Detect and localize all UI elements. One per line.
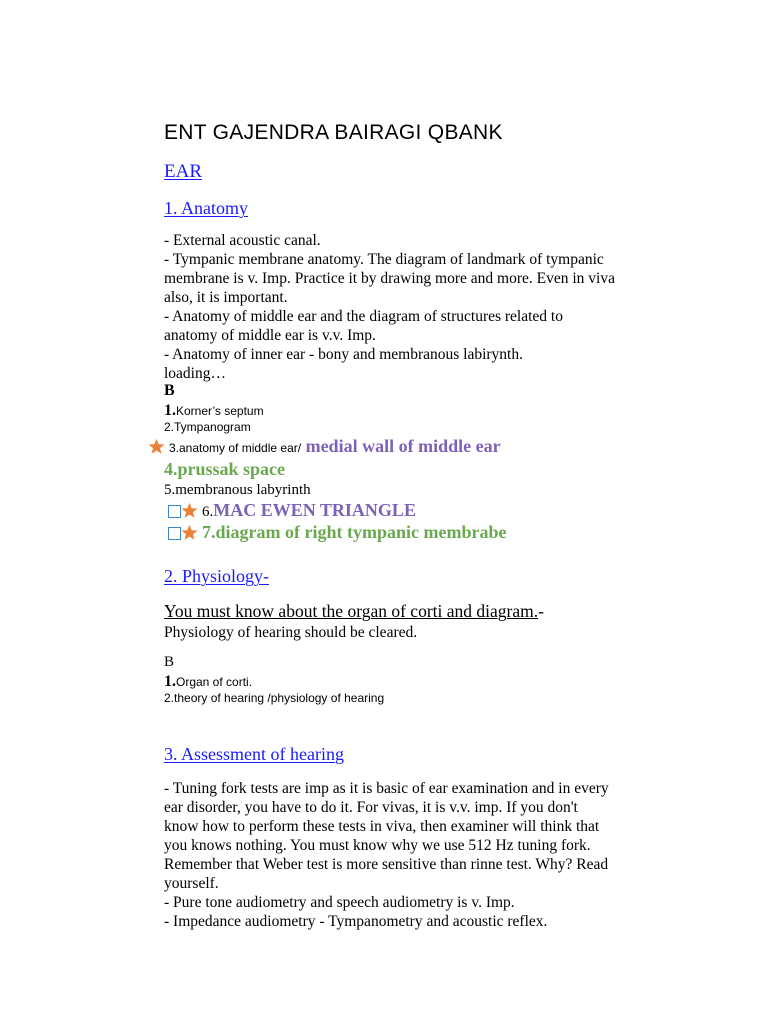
star-icon <box>181 524 198 541</box>
loading-text: loading… <box>164 365 226 382</box>
document-title: ENT GAJENDRA BAIRAGI QBANK <box>164 121 503 144</box>
assessment-line-2: ear disorder, you have to do it. For vivas, it is v.v. imp. If you don't <box>164 799 578 816</box>
anatomy-line-3: membrane is v. Imp. Practice it by drawing more and more. Even in viva <box>164 270 615 287</box>
physiology-item-2: 2.theory of hearing /physiology of hearing <box>164 691 385 705</box>
checkbox-icon <box>168 527 181 540</box>
assessment-line-5: Remember that Weber test is more sensitive than rinne test. Why? Read <box>164 856 609 873</box>
assessment-heading-link[interactable]: 3. Assessment of hearing <box>164 744 344 764</box>
item-text: Korner’s septum <box>176 404 264 418</box>
star-icon <box>148 438 165 455</box>
anatomy-line-1: - External acoustic canal. <box>164 232 321 249</box>
item-number: 6. <box>202 504 214 520</box>
anatomy-item-3 <box>148 436 501 457</box>
star-icon <box>181 502 198 519</box>
anatomy-line-6: anatomy of middle ear is v.v. Imp. <box>164 327 376 344</box>
anatomy-heading-link[interactable]: 1. Anatomy <box>164 198 248 218</box>
anatomy-item-2: 2.Tympanogram <box>164 420 251 434</box>
item-emphasis: medial wall of middle ear <box>301 436 501 456</box>
item-number: 1. <box>164 402 176 419</box>
anatomy-item-4: 4.prussak space <box>164 459 286 479</box>
anatomy-item-7 <box>168 522 506 543</box>
item-text: 3.anatomy of middle ear/ <box>169 441 302 455</box>
physiology-line-2: Physiology of hearing should be cleared. <box>164 624 418 641</box>
assessment-line-3: know how to perform these tests in viva, then examiner will think that <box>164 818 600 835</box>
assessment-line-7: - Pure tone audiometry and speech audiometry is v. Imp. <box>164 894 515 911</box>
anatomy-item-6 <box>168 500 416 521</box>
item-text: MAC EWEN TRIANGLE <box>213 500 416 520</box>
physiology-item-1 <box>164 673 252 691</box>
anatomy-line-2: - Tympanic membrane anatomy. The diagram of landmark of tympanic <box>164 251 604 268</box>
anatomy-item-1 <box>164 402 264 420</box>
anatomy-line-5: - Anatomy of middle ear and the diagram of structures related to <box>164 308 563 325</box>
anatomy-item-5: 5.membranous labyrinth <box>164 482 311 498</box>
assessment-line-1: - Tuning fork tests are imp as it is basic of ear examination and in every <box>164 780 609 797</box>
anatomy-line-4: also, it is important. <box>164 289 288 306</box>
physiology-b-label: B <box>164 654 175 670</box>
corti-text: You must know about the organ of corti and diagram. <box>164 601 539 621</box>
assessment-line-4: you knows nothing. You must know why we use 512 Hz tuning fork. <box>164 837 591 854</box>
assessment-line-8: - Impedance audiometry - Tympanometry and acoustic reflex. <box>164 913 548 930</box>
item-text: Organ of corti. <box>176 675 253 689</box>
anatomy-b-label: B <box>164 382 175 399</box>
checkbox-icon <box>168 505 181 518</box>
item-number: 1. <box>164 673 176 690</box>
physiology-heading-link[interactable]: 2. Physiology- <box>164 566 270 586</box>
ear-heading-link[interactable]: EAR <box>164 161 202 182</box>
corti-dash: - <box>538 601 544 621</box>
anatomy-line-7: - Anatomy of inner ear - bony and membranous labirynth. <box>164 346 523 363</box>
item-text: 7.diagram of right tympanic membrabe <box>202 522 507 542</box>
physiology-corti-line <box>164 601 544 622</box>
assessment-line-6: yourself. <box>164 875 219 892</box>
